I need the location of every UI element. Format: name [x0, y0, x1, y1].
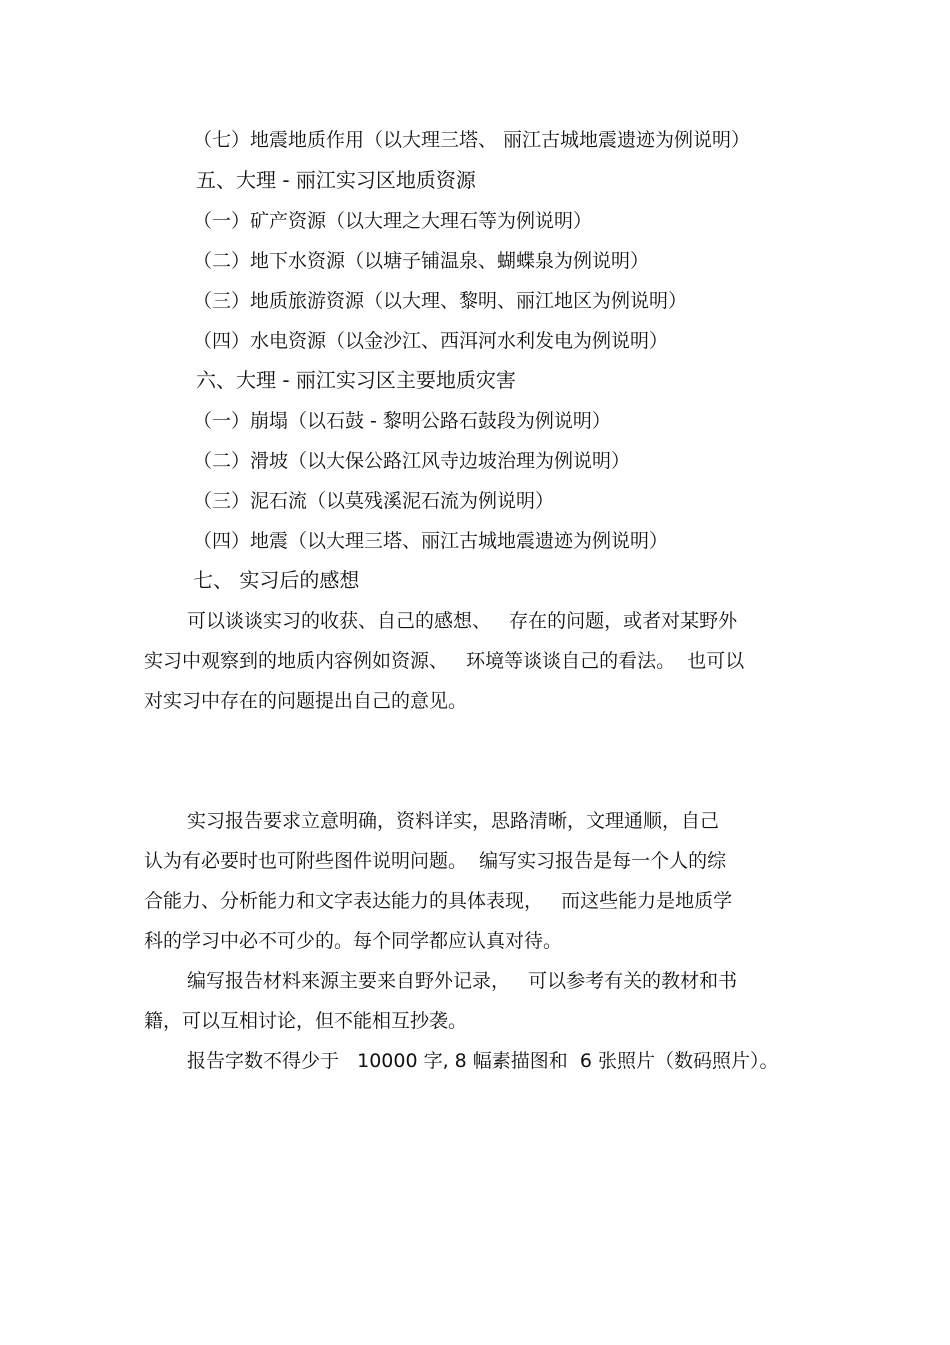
outline-item: （一）矿产资源（以大理之大理石等为例说明）: [193, 210, 593, 232]
paragraph-line: 籍，可以互相讨论，但不能相互抄袭。: [144, 1010, 468, 1032]
section-heading: 六、大理 - 丽江实习区主要地质灾害: [196, 368, 516, 392]
outline-item: （三）地质旅游资源（以大理、黎明、丽江地区为例说明）: [193, 290, 688, 312]
section-heading: 五、大理 - 丽江实习区地质资源: [196, 168, 476, 192]
paragraph-line: 合能力、分析能力和文字表达能力的具体表现， 而这些能力是地质学: [144, 890, 733, 912]
outline-item: （七）地震地质作用（以大理三塔、 丽江古城地震遗迹为例说明）: [193, 129, 751, 151]
outline-item: （四）水电资源（以金沙江、西洱河水利发电为例说明）: [193, 330, 669, 352]
outline-item: （二）地下水资源（以塘子铺温泉、蝴蝶泉为例说明）: [193, 250, 650, 272]
outline-item: （一）崩塌（以石鼓 - 黎明公路石鼓段为例说明）: [193, 410, 611, 432]
section-heading: 七、 实习后的感想: [193, 568, 360, 592]
paragraph-line: 实习中观察到的地质内容例如资源、 环境等谈谈自己的看法。 也可以: [144, 650, 745, 672]
paragraph-line: 实习报告要求立意明确，资料详实，思路清晰，文理通顺，自己: [187, 810, 720, 832]
outline-item: （四）地震（以大理三塔、丽江古城地震遗迹为例说明）: [193, 530, 669, 552]
paragraph-line: 科的学习中必不可少的。每个同学都应认真对待。: [144, 930, 563, 952]
paragraph-line: 对实习中存在的问题提出自己的意见。: [144, 690, 468, 712]
paragraph-line: 报告字数不得少于 10000 字, 8 幅素描图和 6 张照片（数码照片）。: [187, 1050, 779, 1072]
paragraph-line: 编写报告材料来源主要来自野外记录， 可以参考有关的教材和书: [187, 970, 738, 992]
outline-item: （二）滑坡（以大保公路江风寺边坡治理为例说明）: [193, 450, 631, 472]
paragraph-line: 可以谈谈实习的收获、自己的感想、 存在的问题，或者对某野外: [187, 610, 738, 632]
paragraph-line: 认为有必要时也可附些图件说明问题。 编写实习报告是每一个人的综: [144, 850, 727, 872]
outline-item: （三）泥石流（以莫残溪泥石流为例说明）: [193, 490, 555, 512]
